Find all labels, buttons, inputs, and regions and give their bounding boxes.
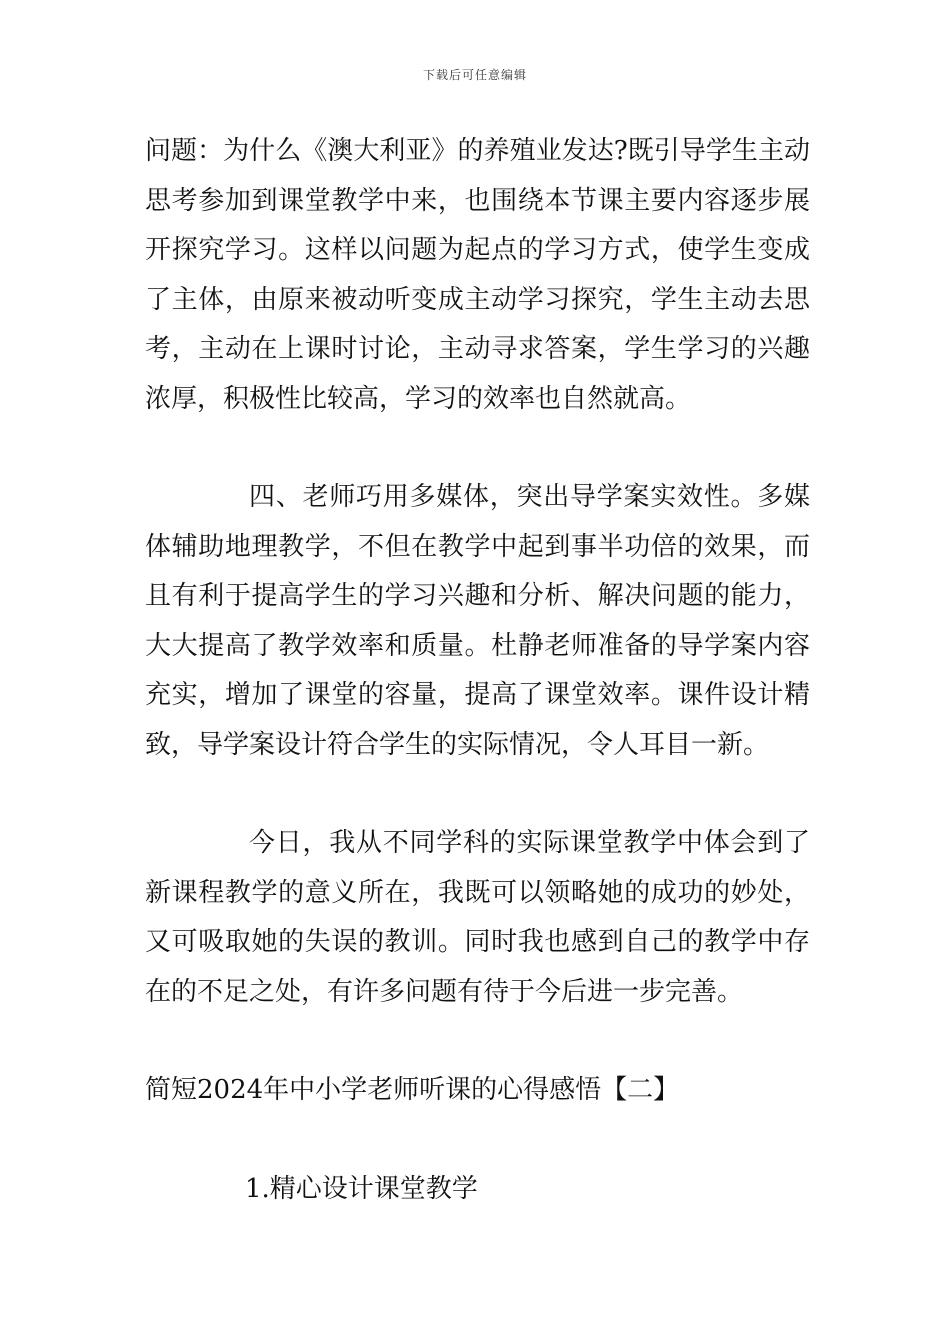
paragraph-multimedia: 四、老师巧用多媒体，突出导学案实效性。多媒体辅助地理教学，不但在教学中起到事半功倍的效果，而且有利于提高学生的学习兴趣和分析、解决问题的能力，大大提高了教学效率和质量。杜静老师准备的导学案内容充实，增加了课堂的容量，提高了课堂效率。课件设计精致，导学案设计符合学生的实际情况，令人耳目一新。 [145,482,810,760]
paragraph-spacer [145,770,810,819]
list-item: 1.精心设计课堂教学 [245,1173,478,1204]
paragraph-spacer [145,1017,810,1066]
section-title: 简短2024年中小学老师听课的心得感悟【二】 [145,1075,680,1105]
paragraph-spacer [145,1116,810,1165]
paragraph-spacer [145,424,810,473]
paragraph-problem-inquiry: 问题：为什么《澳大利亚》的养殖业发达?既引导学生主动思考参加到课堂教学中来，也围绕本节课主要内容逐步展开探究学习。这样以问题为起点的学习方式，使学生变成了主体，由原来被动听变成主动学习探究，学生主动去思考，主动在上课时讨论，主动寻求答案，学生学习的兴趣浓厚，积极性比较高，学习的效率也自然就高。 [145,136,810,414]
paragraph-reflection: 今日，我从不同学科的实际课堂教学中体会到了新课程教学的意义所在，我既可以领略她的成功的妙处，又可吸取她的失误的教训。同时我也感到自己的教学中存在的不足之处，有许多问题有待于今后进一步完善。 [145,828,810,1007]
document-body [145,127,810,1214]
page-header-note: 下载后可任意编辑 [422,68,527,82]
